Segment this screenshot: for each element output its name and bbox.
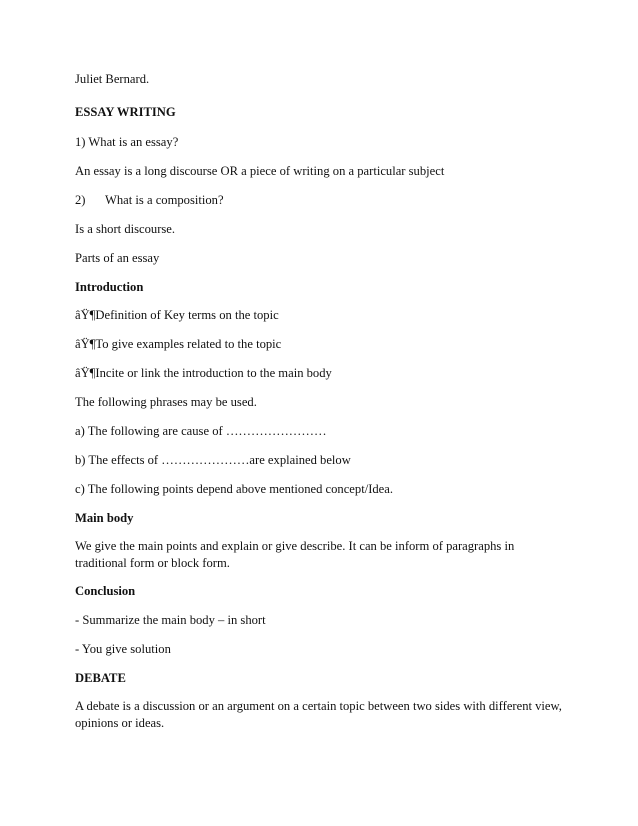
answer-2: Is a short discourse. xyxy=(75,222,176,236)
phrase-b: b) The effects of …………………are explained below xyxy=(75,453,351,467)
debate-paragraph: A debate is a discussion or an argument on a certain topic between two sides with different view, opinions or ideas. xyxy=(75,699,562,730)
phrase-a: a) The following are cause of …………………… xyxy=(75,424,327,438)
heading-essay-writing: ESSAY WRITING xyxy=(75,105,176,119)
heading-introduction: Introduction xyxy=(75,280,144,294)
question-2-text: What is a composition? xyxy=(105,193,224,207)
question-2 xyxy=(75,192,224,208)
phrase-c: c) The following points depend above mentioned concept/Idea. xyxy=(75,482,394,496)
question-2-number: 2) xyxy=(75,193,86,207)
conclusion-item-2: - You give solution xyxy=(75,642,171,656)
heading-debate: DEBATE xyxy=(75,671,126,685)
conclusion-item-1: - Summarize the main body – in short xyxy=(75,613,266,627)
parts-of-essay: Parts of an essay xyxy=(75,251,160,265)
main-body-paragraph: We give the main points and explain or give describe. It can be inform of paragraphs in traditional form or block form. xyxy=(75,539,515,570)
heading-conclusion: Conclusion xyxy=(75,584,136,598)
answer-1: An essay is a long discourse OR a piece of writing on a particular subject xyxy=(75,164,445,178)
intro-item-2: âŸ¶To give examples related to the topic xyxy=(75,337,282,351)
heading-main-body: Main body xyxy=(75,511,134,525)
phrases-intro: The following phrases may be used. xyxy=(75,395,257,409)
intro-item-3: âŸ¶Incite or link the introduction to the main body xyxy=(75,366,332,380)
intro-item-1: âŸ¶Definition of Key terms on the topic xyxy=(75,308,279,322)
question-1: 1) What is an essay? xyxy=(75,135,179,149)
author-name: Juliet Bernard. xyxy=(75,72,150,86)
